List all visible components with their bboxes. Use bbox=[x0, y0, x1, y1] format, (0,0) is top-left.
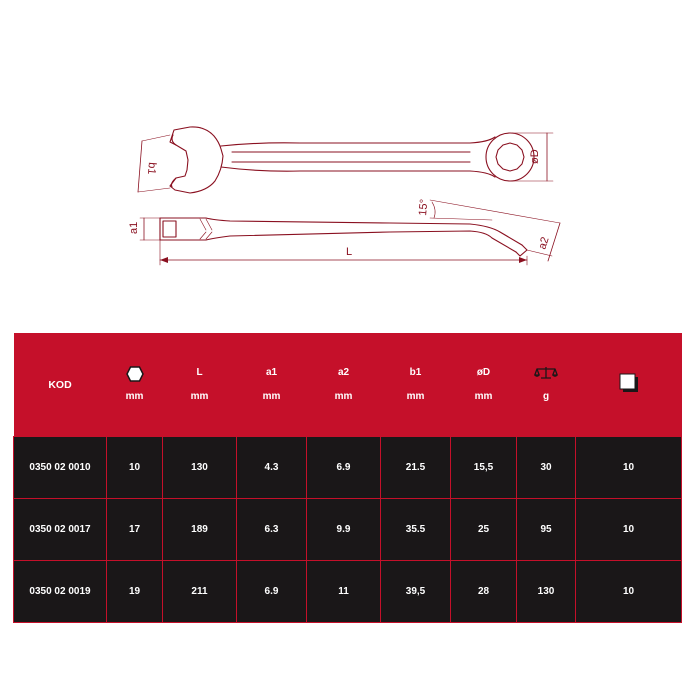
dim-label-D: øD bbox=[529, 149, 541, 164]
cell-weight: 95 bbox=[517, 499, 576, 561]
header-a2 bbox=[307, 333, 381, 437]
header-b1 bbox=[381, 333, 451, 437]
dim-angle-line1 bbox=[430, 200, 560, 223]
header-weight-unit: g bbox=[542, 390, 550, 402]
cell-b1: 35.5 bbox=[381, 499, 451, 561]
cell-weight: 130 bbox=[517, 561, 576, 623]
header-pack bbox=[576, 333, 682, 437]
cell-a2: 11 bbox=[307, 561, 381, 623]
cell-size: 17 bbox=[107, 499, 163, 561]
header-D-unit: mm bbox=[474, 390, 493, 402]
header-D bbox=[451, 333, 517, 437]
cell-a1: 4.3 bbox=[237, 437, 307, 499]
spec-table bbox=[13, 333, 682, 623]
header-size-unit: mm bbox=[125, 390, 144, 402]
table-row bbox=[14, 499, 682, 561]
wrench-side-open-end bbox=[160, 218, 390, 240]
cell-L: 189 bbox=[163, 499, 237, 561]
cell-kod: 0350 02 0019 bbox=[14, 561, 107, 623]
wrench-shaft-top bbox=[221, 137, 495, 146]
wrench-side-hatch bbox=[200, 219, 212, 239]
cell-size: 10 bbox=[107, 437, 163, 499]
dim-b1-ext1 bbox=[142, 135, 170, 141]
table-row bbox=[14, 437, 682, 499]
dim-label-angle: 15° bbox=[417, 198, 431, 217]
dim-a2-ext bbox=[527, 250, 552, 256]
header-L-unit: mm bbox=[190, 390, 209, 402]
header-weight bbox=[517, 333, 576, 437]
header-a1-label: a1 bbox=[265, 366, 278, 378]
header-a2-unit: mm bbox=[334, 390, 353, 402]
cell-a2: 9.9 bbox=[307, 499, 381, 561]
hexagon-icon bbox=[126, 366, 144, 382]
header-b1-unit: mm bbox=[406, 390, 425, 402]
wrench-ring-outer bbox=[486, 133, 534, 181]
header-a1 bbox=[237, 333, 307, 437]
header-size bbox=[107, 333, 163, 437]
cell-weight: 30 bbox=[517, 437, 576, 499]
table-header-row bbox=[14, 333, 682, 437]
wrench-side-open-end-face bbox=[160, 218, 176, 240]
dim-L-arrow-right bbox=[519, 257, 527, 263]
wrench-side-ring-end bbox=[516, 245, 527, 256]
wrench-ring-inner-12pt bbox=[496, 143, 524, 171]
cell-kod: 0350 02 0010 bbox=[14, 437, 107, 499]
dim-b1-line bbox=[138, 141, 142, 192]
cell-D: 25 bbox=[451, 499, 517, 561]
cell-b1: 39,5 bbox=[381, 561, 451, 623]
cell-a1: 6.9 bbox=[237, 561, 307, 623]
table-row bbox=[14, 561, 682, 623]
dim-L-arrow-left bbox=[160, 257, 168, 263]
cell-kod: 0350 02 0017 bbox=[14, 499, 107, 561]
dim-label-a2: a2 bbox=[536, 235, 552, 251]
cell-D: 28 bbox=[451, 561, 517, 623]
header-D-label: øD bbox=[476, 366, 491, 378]
dim-label-a1: a1 bbox=[128, 221, 140, 234]
header-b1-label: b1 bbox=[409, 366, 422, 378]
header-a1-unit: mm bbox=[262, 390, 281, 402]
wrench-open-end-outline bbox=[170, 127, 223, 193]
header-a2-label: a2 bbox=[337, 366, 350, 378]
dim-angle-line2 bbox=[430, 218, 492, 220]
header-L bbox=[163, 333, 237, 437]
wrench-technical-drawing bbox=[0, 0, 700, 300]
cell-a2: 6.9 bbox=[307, 437, 381, 499]
cell-D: 15,5 bbox=[451, 437, 517, 499]
header-kod bbox=[14, 333, 107, 437]
cell-a1: 6.3 bbox=[237, 499, 307, 561]
dim-b1-ext2 bbox=[138, 188, 170, 192]
wrench-shaft-bottom bbox=[221, 167, 495, 177]
cell-L: 130 bbox=[163, 437, 237, 499]
dim-label-L: L bbox=[346, 246, 353, 258]
box-icon bbox=[619, 373, 639, 393]
header-kod-label: KOD bbox=[48, 378, 72, 391]
header-L-label: L bbox=[196, 366, 203, 378]
cell-pack: 10 bbox=[576, 499, 682, 561]
cell-b1: 21.5 bbox=[381, 437, 451, 499]
dim-angle-arc bbox=[432, 202, 435, 218]
cell-pack: 10 bbox=[576, 437, 682, 499]
dim-label-b1: b1 bbox=[144, 161, 158, 175]
scale-icon bbox=[534, 366, 558, 380]
wrench-side-shaft bbox=[390, 223, 522, 252]
cell-size: 19 bbox=[107, 561, 163, 623]
cell-pack: 10 bbox=[576, 561, 682, 623]
cell-L: 211 bbox=[163, 561, 237, 623]
